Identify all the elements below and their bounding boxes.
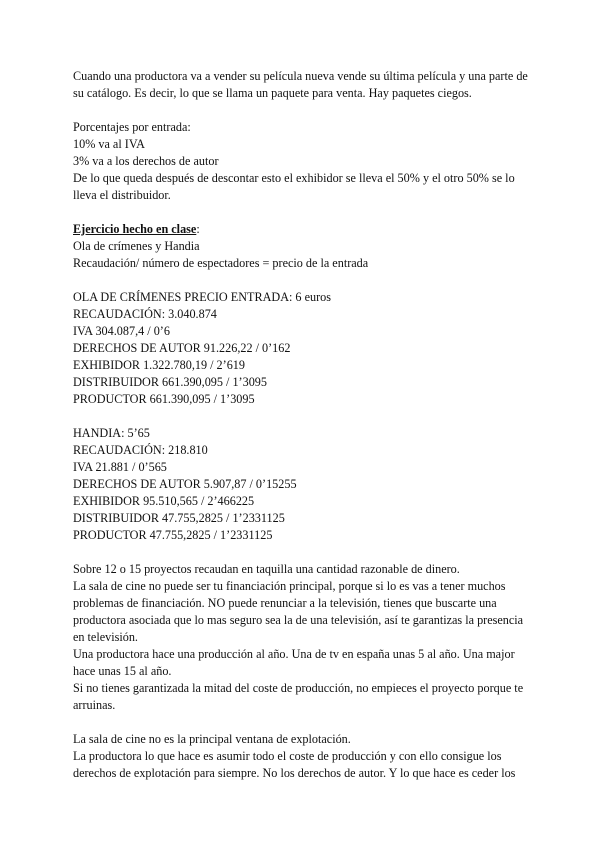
handia-line: RECAUDACIÓN: 218.810 [73, 443, 208, 457]
ejercicio-title: Ejercicio hecho en clase [73, 222, 197, 236]
porcentaje-derechos: 3% va a los derechos de autor [73, 154, 219, 168]
handia-line: HANDIA: 5’65 [73, 426, 150, 440]
ola-line: DERECHOS DE AUTOR 91.226,22 / 0’162 [73, 341, 291, 355]
intro-paragraph: Cuando una productora va a vender su película nueva vende su última película y una parte de su catálogo. Es decir, lo que se llama un paquete para venta. Hay paquetes ciegos. [73, 69, 528, 100]
financiacion-paragraph: Una productora hace una producción al año. Una de tv en españa unas 5 al año. Una major hace unas 15 al año. [73, 647, 515, 678]
ejercicio-heading [73, 221, 533, 238]
document-page [73, 68, 533, 782]
ola-line: OLA DE CRÍMENES PRECIO ENTRADA: 6 euros [73, 290, 331, 304]
handia-line: DERECHOS DE AUTOR 5.907,87 / 0’15255 [73, 477, 297, 491]
porcentajes-heading: Porcentajes por entrada: [73, 120, 191, 134]
ejercicio-line: Ola de crímenes y Handia [73, 239, 200, 253]
handia-line: PRODUCTOR 47.755,2825 / 1’2331125 [73, 528, 273, 542]
ola-line: PRODUCTOR 661.390,095 / 1’3095 [73, 392, 255, 406]
ejercicio-colon: : [196, 222, 200, 236]
financiacion-paragraph: La sala de cine no puede ser tu financiación principal, porque si lo es vas a tener muchos problemas de financiación. NO puede renunciar a la televisión, tienes que buscarte una productora asociada que lo mas seguro sea la de una televisión, así te garantizas la presencia en televisión. [73, 579, 524, 644]
explotacion-paragraph: La productora lo que hace es asumir todo el coste de producción y con ello consigue los derechos de explotación para siempre. No los derechos de autor. Y lo que hace es ceder los [73, 749, 516, 780]
spacer [73, 272, 533, 289]
spacer [73, 408, 533, 425]
handia-line: IVA 21.881 / 0’565 [73, 460, 167, 474]
ola-line: RECAUDACIÓN: 3.040.874 [73, 307, 217, 321]
handia-line: EXHIBIDOR 95.510,565 / 2’466225 [73, 494, 255, 508]
ola-line: IVA 304.087,4 / 0’6 [73, 324, 170, 338]
financiacion-paragraph: Sobre 12 o 15 proyectos recaudan en taquilla una cantidad razonable de dinero. [73, 562, 460, 576]
spacer [73, 204, 533, 221]
spacer [73, 544, 533, 561]
ola-line: DISTRIBUIDOR 661.390,095 / 1’3095 [73, 375, 267, 389]
spacer [73, 714, 533, 731]
spacer [73, 102, 533, 119]
financiacion-paragraph: Si no tienes garantizada la mitad del coste de producción, no empieces el proyecto porque te arruinas. [73, 681, 524, 712]
handia-line: DISTRIBUIDOR 47.755,2825 / 1’2331125 [73, 511, 285, 525]
porcentajes-note: De lo que queda después de descontar esto el exhibidor se lleva el 50% y el otro 50% se lo lleva el distribuidor. [73, 171, 515, 202]
ola-line: EXHIBIDOR 1.322.780,19 / 2’619 [73, 358, 245, 372]
explotacion-paragraph: La sala de cine no es la principal ventana de explotación. [73, 732, 351, 746]
porcentaje-iva: 10% va al IVA [73, 137, 145, 151]
ejercicio-line: Recaudación/ número de espectadores = precio de la entrada [73, 256, 369, 270]
